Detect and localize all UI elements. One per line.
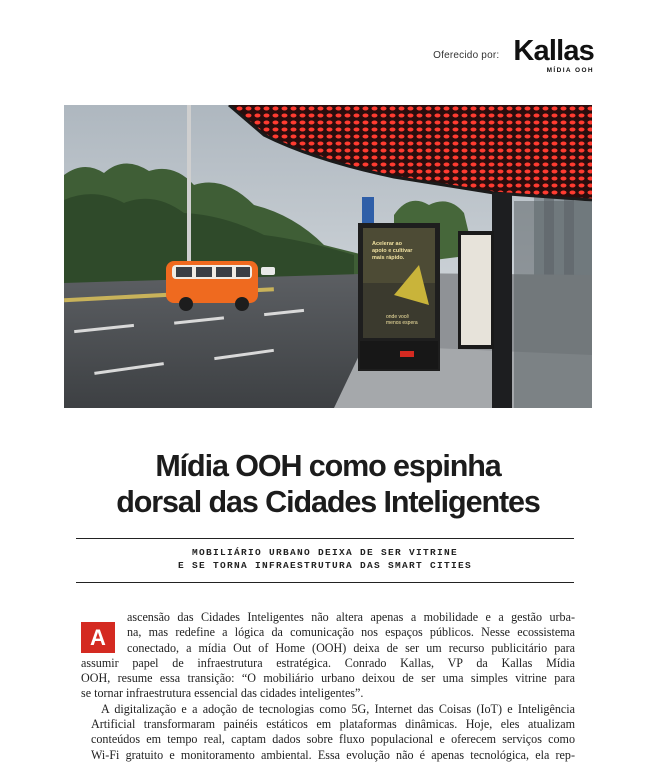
kallas-logo xyxy=(513,36,594,74)
text-line: na, mas redefine a lógica da comunicação nos espaços públicos. Nesse ecossistema xyxy=(127,625,575,640)
text-line: conectado, a mídia Out of Home (OOH) deixa de ser um recurso publicitário para xyxy=(127,640,575,655)
headline-line-2: dorsal das Cidades Inteligentes xyxy=(116,485,540,519)
svg-text:onde você: onde você xyxy=(386,314,410,320)
text-line: se tornar infraestrutura essencial das cidades inteligentes”. xyxy=(81,686,364,701)
text-line: A digitalização e a adoção de tecnologias como 5G, Internet das Coisas (IoT) e Inteligência xyxy=(101,701,575,716)
headline-line-1: Mídia OOH como espinha xyxy=(155,449,501,483)
text-line: ascensão das Cidades Inteligentes não altera apenas a mobilidade e a gestão urba- xyxy=(127,610,575,624)
paragraph-2 xyxy=(81,702,575,763)
article-subhead xyxy=(76,546,574,572)
dropcap: A xyxy=(81,622,115,653)
sponsor-label: Oferecido por: xyxy=(433,50,500,61)
ad-headline-text: Acelerar ao xyxy=(372,241,402,247)
text-line: assumir papel de infraestrutura estratégica. Conrado Kallas, VP da Kallas Mídia xyxy=(81,655,575,670)
subhead-rule-top xyxy=(76,538,574,539)
subhead-line-1: MOBILIÁRIO URBANO DEIXA DE SER VITRINE xyxy=(191,547,459,558)
text-line: conteúdos em tempo real, captam dados sobre fluxo populacional e oferecem serviços como xyxy=(91,732,575,747)
subhead-line-2: E SE TORNA INFRAESTRUTURA DAS SMART CITIES xyxy=(177,560,473,571)
logo-subtitle: MÍDIA OOH xyxy=(546,67,594,74)
text-line: Artificial transformaram painéis estáticos em plataformas dinâmicas. Hoje, eles atualizam xyxy=(91,717,575,732)
svg-text:mais rápido.: mais rápido. xyxy=(372,255,405,261)
hero-photo xyxy=(64,105,592,408)
text-line: OOH, resume essa transição: “O mobiliário urbano deixou de ser uma simples vitrine para xyxy=(81,671,575,686)
svg-text:apoio e cultivar: apoio e cultivar xyxy=(372,248,413,254)
sponsor-block xyxy=(433,36,594,74)
article-body xyxy=(81,610,575,763)
svg-text:menos espera: menos espera xyxy=(386,320,418,326)
paragraph-1 xyxy=(81,610,575,702)
logo-wordmark: Kallas xyxy=(513,35,594,67)
article-headline xyxy=(64,448,592,520)
subhead-rule-bottom xyxy=(76,582,574,583)
text-line: Wi-Fi gratuito e monitoramento ambiental. Essa evolução não é apenas tecnológica, ela rep- xyxy=(91,747,575,762)
